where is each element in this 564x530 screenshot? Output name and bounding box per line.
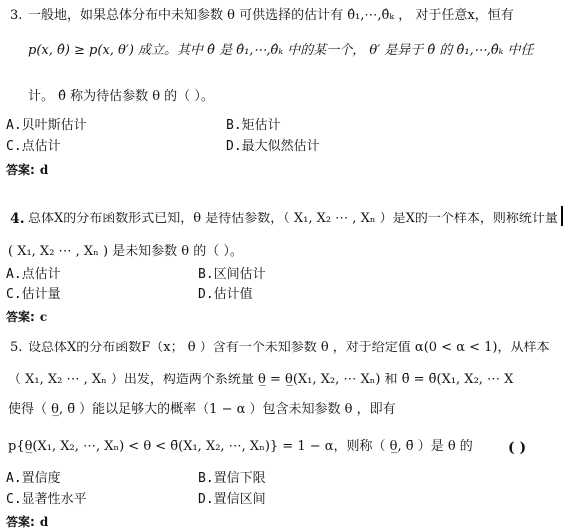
q5-answer-blank: ( ) [508,440,527,456]
q5-stem-line1: 设总体X的分布函数F（x； θ ）含有一个未知参数 θ ，对于给定值 α(0 < α < 1)，从样本 [28,341,550,354]
q4-option-d[interactable]: D.估计值 [198,287,253,302]
q5-option-c[interactable]: C.显著性水平 [6,492,87,507]
q5-stem-line2: （ X₁, X₂ ⋯ , Xₙ ）出发，构造两个系统量 θ̲ = θ̲(X₁, X₂, ⋯ Xₙ) 和 θ̄ = θ̄(X₁, X₂, ⋯ X [8,373,514,386]
q3-option-b[interactable]: B.矩估计 [226,118,281,133]
q3-stem-line2: p(x, θ̂) ≥ p(x, θ′) 成立。其中 θ̂ 是 θ̂₁,⋯,θ̂ₖ 中的某一个， θ′ 是异于 θ̂ 的 θ̂₁,⋯,θ̂ₖ 中任 [28,43,534,58]
q4-option-b[interactable]: B.区间估计 [198,267,266,282]
text-cursor [561,206,563,226]
q4-stem-line2: ( X₁, X₂ ⋯ , Xₙ ) 是未知参数 θ 的（ ）。 [8,244,243,259]
q5-stem-line3: 使得（ θ̲, θ̄ ）能以足够大的概率（1 − α ）包含未知参数 θ ，即有 [8,402,396,417]
q4-answer-value: c [39,310,48,324]
q4-option-a[interactable]: A.点估计 [6,267,61,282]
q5-option-a[interactable]: A.置信度 [6,471,61,486]
q5-answer-value: d [39,515,49,529]
q5-number: 5. [10,340,23,355]
q5-option-d[interactable]: D.置信区间 [198,492,266,507]
q3-option-d[interactable]: D.最大似然估计 [226,139,320,154]
q4-number: 4. [10,211,25,227]
q3-option-a[interactable]: A.贝叶斯估计 [6,118,87,133]
q5-stem-line4: p{θ̲(X₁, X₂, ⋯, Xₙ) < θ < θ̄(X₁, X₂, ⋯, Xₙ)} = 1 − α，则称（ θ̲, θ̄ ）是 θ 的 [8,439,473,454]
q4-answer [6,308,47,324]
q3-option-c[interactable]: C.点估计 [6,139,61,154]
q5-answer-label: 答案: [6,515,35,529]
q4-stem-line1: 总体X的分布函数形式已知，θ 是待估参数，（ X₁, X₂ ⋯ , Xₙ ）是X的一个样本，则称统计量 [28,212,558,225]
q5-option-b[interactable]: B.置信下限 [198,471,266,486]
q3-answer [6,161,48,177]
q4-answer-label: 答案: [6,310,35,324]
q3-answer-value: d [39,163,49,177]
q3-stem-line3: 计。 θ̂ 称为待估参数 θ 的（ ）。 [28,89,214,104]
q3-number: 3. [10,8,23,23]
q3-stem-line1: 一般地，如果总体分布中未知参数 θ 可供选择的估计有 θ̂₁,⋯,θ̂ₖ ， 对于任意x，恒有 [28,8,514,23]
q5-answer [6,513,48,529]
q3-answer-label: 答案: [6,163,35,177]
q4-option-c[interactable]: C.估计量 [6,287,61,302]
